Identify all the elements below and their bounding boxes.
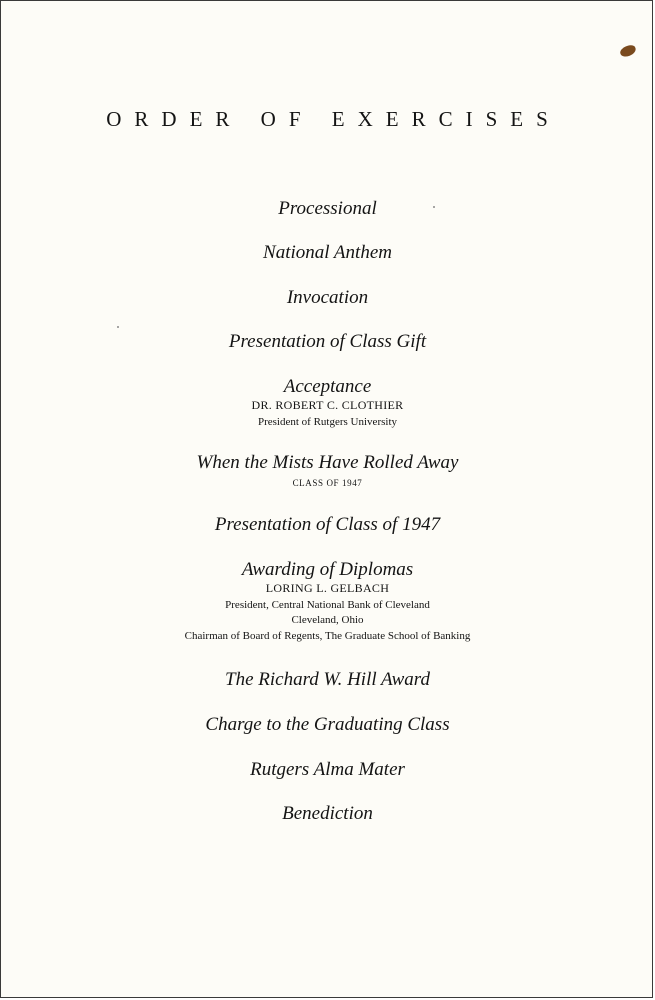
item-invocation: Invocation	[286, 287, 369, 308]
item-rutgers-alma-mater: Rutgers Alma Mater	[250, 759, 405, 780]
item-richard-w-hill-award: The Richard W. Hill Award	[225, 669, 430, 690]
speaker-title: President, Central National Bank of Cleveland	[225, 599, 430, 611]
item-presentation-of-class-gift: Presentation of Class Gift	[228, 331, 427, 352]
item-awarding-of-diplomas: Awarding of Diplomas	[241, 559, 414, 580]
paper-speck	[117, 326, 119, 328]
ink-stain	[619, 44, 637, 59]
item-acceptance: Acceptance	[283, 376, 372, 397]
page-title: ORDER OF EXERCISES	[106, 107, 561, 131]
speaker-location: Cleveland, Ohio	[291, 614, 364, 626]
item-benediction: Benediction	[282, 803, 373, 824]
item-charge-to-graduating-class: Charge to the Graduating Class	[205, 714, 450, 735]
speaker-name: LORING L. GELBACH	[265, 581, 390, 595]
speaker-name: DR. ROBERT C. CLOTHIER	[251, 398, 404, 412]
item-national-anthem: National Anthem	[263, 242, 392, 263]
item-processional: Processional	[278, 198, 377, 219]
speaker-title: Chairman of Board of Regents, The Graduate School of Banking	[184, 630, 471, 642]
item-when-the-mists: When the Mists Have Rolled Away	[196, 452, 459, 473]
item-presentation-of-class: Presentation of Class of 1947	[214, 514, 441, 535]
speaker-title: President of Rutgers University	[257, 416, 397, 428]
performer: CLASS OF 1947	[292, 478, 363, 488]
